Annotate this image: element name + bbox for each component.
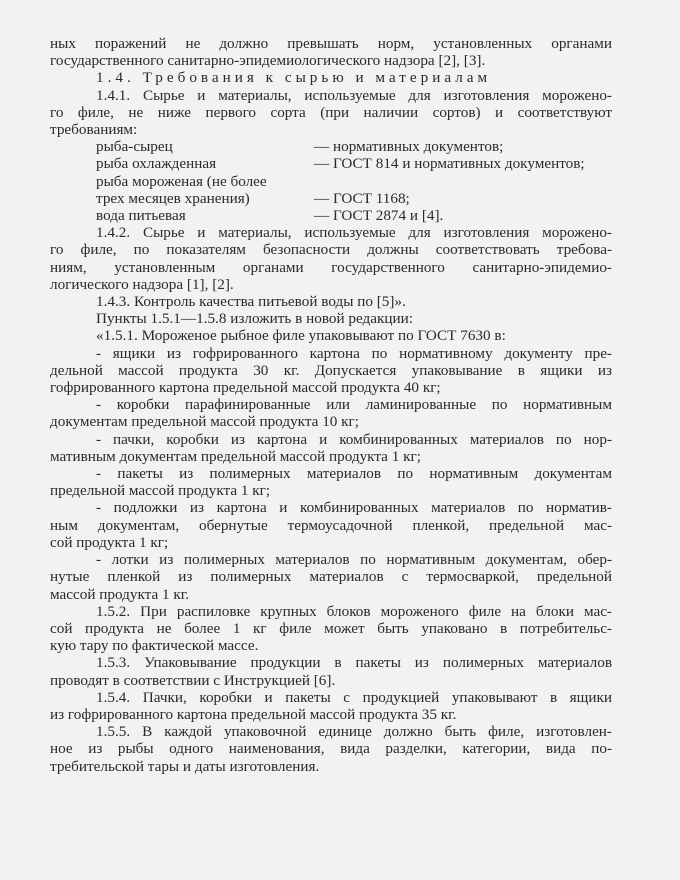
requirement-row bbox=[96, 207, 585, 224]
requirement-row bbox=[96, 138, 585, 155]
text-line: проводят в соответствии с Инструкцией [6]. bbox=[50, 671, 336, 689]
text-line: - пакеты из полимерных материалов по нормативным документам bbox=[96, 465, 612, 483]
requirement-doc: — ГОСТ 2874 и [4]. bbox=[314, 207, 444, 225]
text-line: ных поражений не должно превышать норм, установленных органами bbox=[50, 35, 612, 52]
requirement-item: рыба мороженая (не более bbox=[96, 172, 267, 190]
text-line: 1.4.2. Сырье и материалы, используемые для изготовления морожено- bbox=[96, 224, 612, 242]
text-line: гофрированного картона предельной массой продукта 40 кг; bbox=[50, 379, 441, 397]
text-line: го филе, по показателям безопасности должны соответствовать требова- bbox=[50, 241, 612, 259]
text-line: документам предельной массой продукта 10 кг; bbox=[50, 413, 360, 431]
text-line: 1.5.3. Упаковывание продукции в пакеты из полимерных материалов bbox=[96, 654, 612, 672]
text-line: из гофрированного картона предельной массой продукта 35 кг. bbox=[50, 705, 457, 723]
text-line: ное из рыбы одного наименования, вида разделки, категории, вида по- bbox=[50, 740, 612, 758]
text-line: 1.5.2. При распиловке крупных блоков мороженого филе на блоки мас- bbox=[96, 602, 612, 620]
text-line: логического надзора [1], [2]. bbox=[50, 275, 234, 293]
requirement-item: вода питьевая bbox=[96, 207, 186, 225]
requirement-row bbox=[96, 155, 585, 172]
requirement-row bbox=[96, 173, 585, 190]
text-line: ниям, установленным органами государственного санитарно-эпидемио- bbox=[50, 258, 612, 276]
requirements-table bbox=[96, 138, 585, 224]
text-line: сой продукта 1 кг; bbox=[50, 533, 169, 551]
text-line: - ящики из гофрированного картона по нормативному документу пре- bbox=[96, 344, 612, 362]
text-line: требительской тары и даты изготовления. bbox=[50, 757, 320, 775]
text-line: 1.5.4. Пачки, коробки и пакеты с продукцией упаковывают в ящики bbox=[96, 688, 612, 706]
text-line: дельной массой продукта 30 кг. Допускается упаковывание в ящики из bbox=[50, 361, 612, 379]
text-line: - лотки из полимерных материалов по нормативным документам, обер- bbox=[96, 551, 612, 569]
requirement-item: трех месяцев хранения) bbox=[96, 189, 250, 207]
text-line: государственного санитарно-эпидемиологического надзора [2], [3]. bbox=[50, 52, 486, 70]
text-line: предельной массой продукта 1 кг; bbox=[50, 482, 271, 500]
text-line: 1.4.3. Контроль качества питьевой воды по [5]». bbox=[96, 293, 406, 311]
text-line: 1.5.5. В каждой упаковочной единице должно быть филе, изготовлен- bbox=[96, 723, 612, 741]
requirement-doc: — ГОСТ 1168; bbox=[314, 189, 410, 207]
section-heading: 1.4. Требования к сырью и материалам bbox=[96, 69, 492, 87]
text-line: го филе, не ниже первого сорта (при наличии сортов) и соответствуют bbox=[50, 103, 612, 121]
requirement-doc: — ГОСТ 814 и нормативных документов; bbox=[314, 155, 585, 173]
text-line: «1.5.1. Мороженое рыбное филе упаковывают по ГОСТ 7630 в: bbox=[96, 327, 506, 345]
text-line: мативным документам предельной массой продукта 1 кг; bbox=[50, 447, 421, 465]
text-line: 1.4.1. Сырье и материалы, используемые для изготовления морожено- bbox=[96, 86, 612, 104]
text-line: - пачки, коробки из картона и комбинированных материалов по нор- bbox=[96, 430, 612, 448]
text-line: ным документам, обернутые термоусадочной пленкой, предельной мас- bbox=[50, 516, 612, 534]
text-line: требованиям: bbox=[50, 121, 138, 139]
text-line: - подложки из картона и комбинированных материалов по норматив- bbox=[96, 499, 612, 517]
text-line: массой продукта 1 кг. bbox=[50, 585, 190, 603]
requirement-item: рыба охлажденная bbox=[96, 155, 217, 173]
text-line: сой продукта не более 1 кг филе может быть упаковано в потребительс- bbox=[50, 619, 612, 637]
text-line: Пункты 1.5.1—1.5.8 изложить в новой редакции: bbox=[96, 310, 414, 328]
requirement-item: рыба-сырец bbox=[96, 138, 173, 156]
text-line: кую тару по фактической массе. bbox=[50, 637, 259, 655]
requirement-row bbox=[96, 190, 585, 207]
requirement-doc: — нормативных документов; bbox=[314, 138, 504, 156]
text-line: - коробки парафинированные или ламинированные по нормативным bbox=[96, 396, 612, 414]
text-line: нутые пленкой из полимерных материалов с термосваркой, предельной bbox=[50, 568, 612, 586]
requirement-doc bbox=[314, 173, 585, 190]
